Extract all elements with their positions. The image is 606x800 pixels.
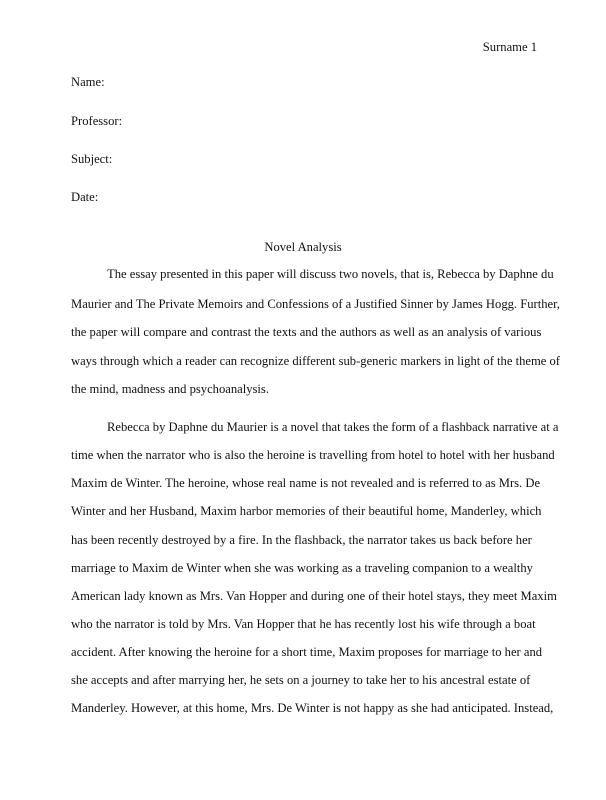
paragraph-line: Manderley. However, at this home, Mrs. De Winter is not happy as she had anticipated. Instead, bbox=[71, 701, 554, 715]
paragraph-line: Rebecca by Daphne du Maurier is a novel that takes the form of a flashback narrative at a bbox=[107, 420, 559, 434]
paragraph-line: the mind, madness and psychoanalysis. bbox=[71, 382, 269, 396]
paragraph-line: The essay presented in this paper will discuss two novels, that is, Rebecca by Daphne du bbox=[107, 267, 554, 281]
paragraph-line: accident. After knowing the heroine for a short time, Maxim proposes for marriage to her and bbox=[71, 645, 543, 659]
heading-name: Name: bbox=[71, 75, 105, 89]
heading-professor: Professor: bbox=[71, 114, 123, 128]
paragraph-line: time when the narrator who is also the heroine is travelling from hotel to hotel with her husband bbox=[71, 448, 555, 462]
running-head: Surname 1 bbox=[482, 40, 537, 54]
paragraph-line: has been recently destroyed by a fire. In the flashback, the narrator takes us back before her bbox=[71, 533, 532, 547]
heading-date: Date: bbox=[71, 190, 99, 204]
paragraph-line: Maurier and The Private Memoirs and Confessions of a Justified Sinner by James Hogg. Further, bbox=[71, 297, 560, 311]
paragraph-line: ways through which a reader can recognize different sub-generic markers in light of the theme of bbox=[71, 354, 560, 368]
heading-subject: Subject: bbox=[71, 152, 113, 166]
paragraph-line: Maxim de Winter. The heroine, whose real name is not revealed and is referred to as Mrs. De bbox=[71, 476, 541, 490]
paragraph-line: American lady known as Mrs. Van Hopper and during one of their hotel stays, they meet Maxim bbox=[71, 589, 557, 603]
essay-title: Novel Analysis bbox=[264, 240, 342, 254]
paragraph-line: the paper will compare and contrast the texts and the authors as well as an analysis of various bbox=[71, 325, 542, 339]
paragraph-line: who the narrator is told by Mrs. Van Hopper that he has recently lost his wife through a boat bbox=[71, 617, 536, 631]
paragraph-line: marriage to Maxim de Winter when she was working as a traveling companion to a wealthy bbox=[71, 561, 533, 575]
paragraph-line: she accepts and after marrying her, he sets on a journey to take her to his ancestral estate of bbox=[71, 673, 531, 687]
paragraph-line: Winter and her Husband, Maxim harbor memories of their beautiful home, Manderley, which bbox=[71, 504, 542, 518]
